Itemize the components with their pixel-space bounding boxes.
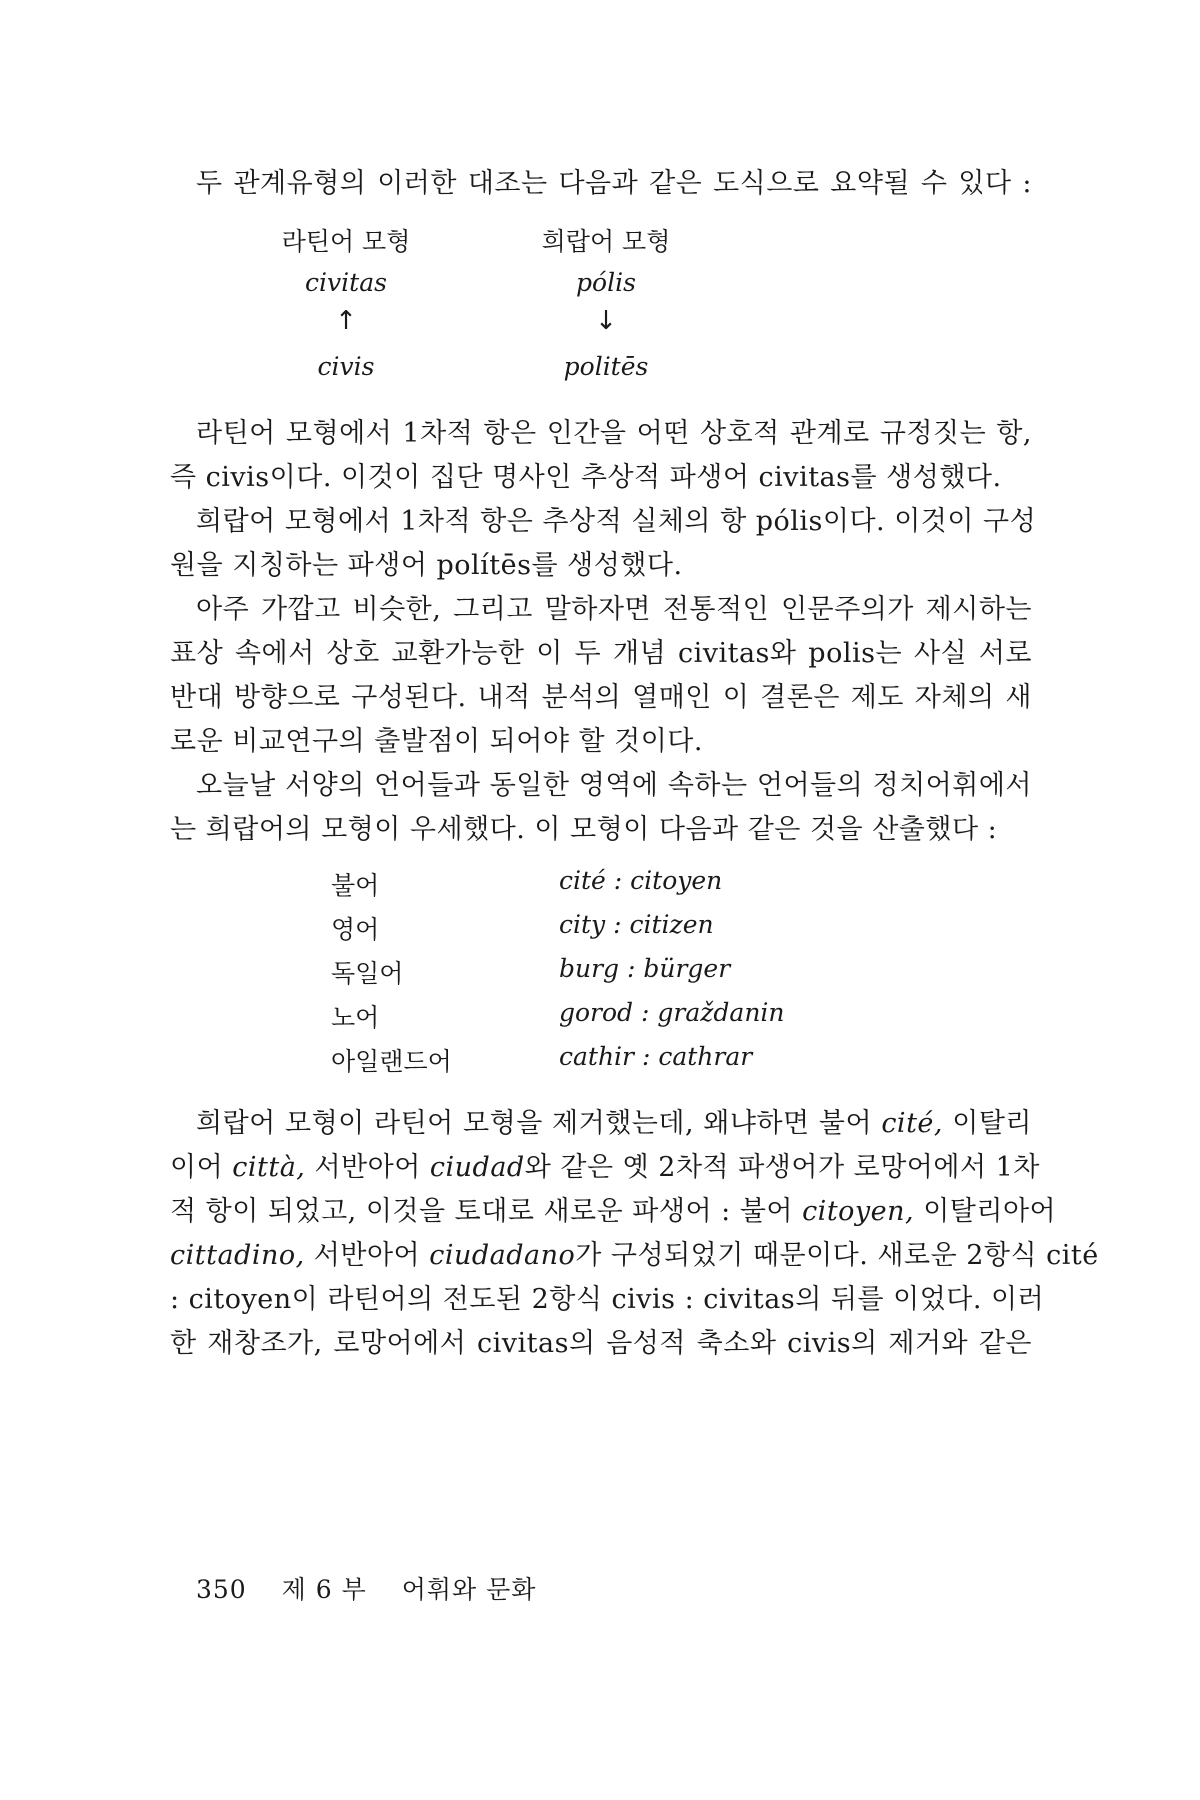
part-label: 제 6 부	[281, 1575, 367, 1604]
greek-top-term: pólis	[576, 268, 636, 297]
language-row	[331, 1042, 831, 1086]
language-words: city : citizen	[559, 910, 714, 939]
latin-bottom-term: civis	[317, 352, 375, 381]
language-words: cité : citoyen	[559, 866, 723, 895]
paragraph-5-line: cittadino, 서반아어 ciudadano가 구성되었기 때문이다. 새로운 2항식 cité	[170, 1240, 1099, 1271]
language-words: burg : bürger	[559, 954, 731, 983]
language-name: 불어	[331, 871, 380, 900]
language-row	[331, 910, 831, 954]
paragraph-5-line: 한 재창조가, 로망어에서 civitas의 음성적 축소와 civis의 제거와 같은	[170, 1328, 1032, 1359]
language-row	[331, 998, 831, 1042]
latin-model-header: 라틴어 모형	[281, 227, 411, 256]
paragraph-4-line: 오늘날 서양의 언어들과 동일한 영역에 속하는 언어들의 정치어휘에서	[196, 770, 1032, 801]
language-words: cathir : cathrar	[559, 1042, 753, 1071]
paragraph-5-line: 희랍어 모형이 라틴어 모형을 제거했는데, 왜냐하면 불어 cité, 이탈리	[196, 1108, 1032, 1139]
greek-model-header: 희랍어 모형	[541, 227, 671, 256]
paragraph-5-line: : citoyen이 라틴어의 전도된 2항식 civis : civitas의 뒤를 이었다. 이러	[170, 1284, 1045, 1315]
paragraph-1-line: 즉 civis이다. 이것이 집단 명사인 추상적 파생어 civitas를 생성했다.	[170, 462, 1002, 493]
language-name: 독일어	[331, 959, 404, 988]
page-number: 350	[196, 1575, 247, 1604]
paragraph-3-line: 아주 가깝고 비슷한, 그리고 말하자면 전통적인 인문주의가 제시하는	[196, 594, 1032, 625]
paragraph-3-line: 반대 방향으로 구성된다. 내적 분석의 열매인 이 결론은 제도 자체의 새	[170, 682, 1032, 713]
paragraph-5-line: 적 항이 되었고, 이것을 토대로 새로운 파생어 : 불어 citoyen, 이탈리아어	[170, 1196, 1057, 1227]
language-name: 아일랜드어	[331, 1047, 452, 1076]
latin-top-term: civitas	[305, 268, 387, 297]
language-row	[331, 866, 831, 910]
paragraph-5-line: 이어 città, 서반아어 ciudad와 같은 옛 2차적 파생어가 로망어에서 1차	[170, 1152, 1040, 1183]
paragraph-3-line: 표상 속에서 상호 교환가능한 이 두 개념 civitas와 polis는 사실 서로	[170, 638, 1032, 669]
language-words: gorod : graždanin	[559, 998, 785, 1027]
section-label: 어휘와 문화	[401, 1575, 537, 1604]
greek-bottom-term: politēs	[563, 352, 649, 381]
paragraph-2-line: 원을 지칭하는 파생어 polítēs를 생성했다.	[170, 550, 683, 581]
paragraph-1-line: 라틴어 모형에서 1차적 항은 인간을 어떤 상호적 관계로 규정짓는 항,	[196, 418, 1032, 449]
arrow-down-icon: ↓	[595, 306, 617, 336]
paragraph-3-line: 로운 비교연구의 출발점이 되어야 할 것이다.	[170, 726, 703, 757]
paragraph-4-line: 는 희랍어의 모형이 우세했다. 이 모형이 다음과 같은 것을 산출했다 :	[170, 814, 998, 845]
paragraph-2-line: 희랍어 모형에서 1차적 항은 추상적 실체의 항 pólis이다. 이것이 구성	[196, 506, 1037, 537]
intro-line: 두 관계유형의 이러한 대조는 다음과 같은 도식으로 요약될 수 있다 :	[196, 168, 1032, 199]
arrow-up-icon: ↑	[335, 306, 357, 336]
page-footer	[196, 1570, 562, 1606]
language-row	[331, 954, 831, 998]
language-name: 영어	[331, 915, 380, 944]
language-name: 노어	[331, 1003, 380, 1032]
